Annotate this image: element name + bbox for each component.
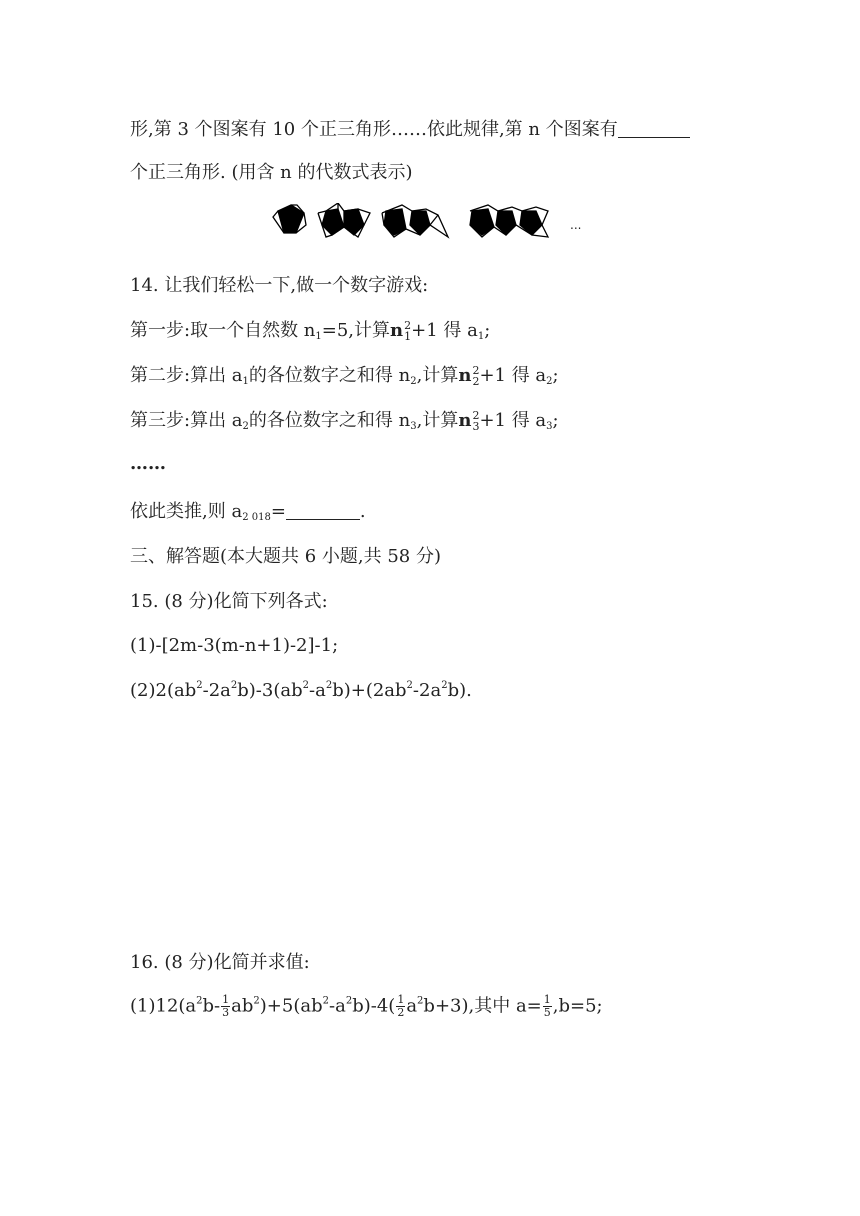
q15-part1: (1)-[2m-3(m-n+1)-2]-1;	[130, 635, 339, 656]
q13-line2: 个正三角形. (用含 n 的代数式表示)	[130, 162, 413, 183]
q14-step1: 第一步:取一个自然数 $n_1=5$,计算n 2 1 +1 得 $a_1$;	[130, 319, 491, 343]
q13-text: 形,第 3 个图案有 10 个正三角形……依此规律,第 n 个图案有	[130, 119, 618, 140]
answer-blank-14[interactable]	[286, 501, 360, 520]
q14-conclusion: 依此类推,则 $a_{2 018}=$ .	[130, 501, 366, 523]
fraction-one-third: $\frac{1}{3}$	[222, 993, 230, 1019]
triangle-pattern-figure	[270, 203, 590, 249]
pattern-1	[273, 205, 306, 233]
q15-title: 15. (8 分)化简下列各式:	[130, 591, 328, 612]
figure-ellipsis: ...	[570, 218, 582, 232]
q14-step3: 第三步:算出 $a_2$的各位数字之和得 $n_3$,计算n 2 3 +1 得 $a_3$;	[130, 409, 559, 433]
q14-dots: ……	[130, 453, 166, 474]
fraction-one-fifth: $\frac{1}{5}$	[543, 993, 551, 1019]
pattern-2	[318, 203, 370, 237]
fraction-one-half: $\frac{1}{2}$	[397, 993, 405, 1019]
q15-part2: $(2)2(ab^2-2a^2b)-3(ab^2-a^2b)+(2ab^2-2a^2b)$.	[130, 680, 472, 701]
q16-title: 16. (8 分)化简并求值:	[130, 952, 310, 973]
section-3-heading: 三、解答题(本大题共 6 小题,共 58 分)	[130, 546, 442, 567]
q16-part1: $(1)12(a^2b-$ $\frac{1}{3}$ $ab^2)+5(ab^2-a^2b)-4$( $\frac{1}{2}$ $a^2b+3$),其中 a= $\frac{1}{5}$ ,b=5;	[130, 993, 603, 1019]
q13-line1	[130, 118, 690, 142]
q14-title: 14. 让我们轻松一下,做一个数字游戏:	[130, 275, 429, 296]
pattern-4	[470, 205, 548, 237]
pattern-3	[382, 205, 448, 237]
q14-step2: 第二步:算出 $a_1$的各位数字之和得 $n_2$,计算n 2 2 +1 得 $a_2$;	[130, 364, 559, 388]
answer-blank-13[interactable]	[618, 119, 690, 138]
